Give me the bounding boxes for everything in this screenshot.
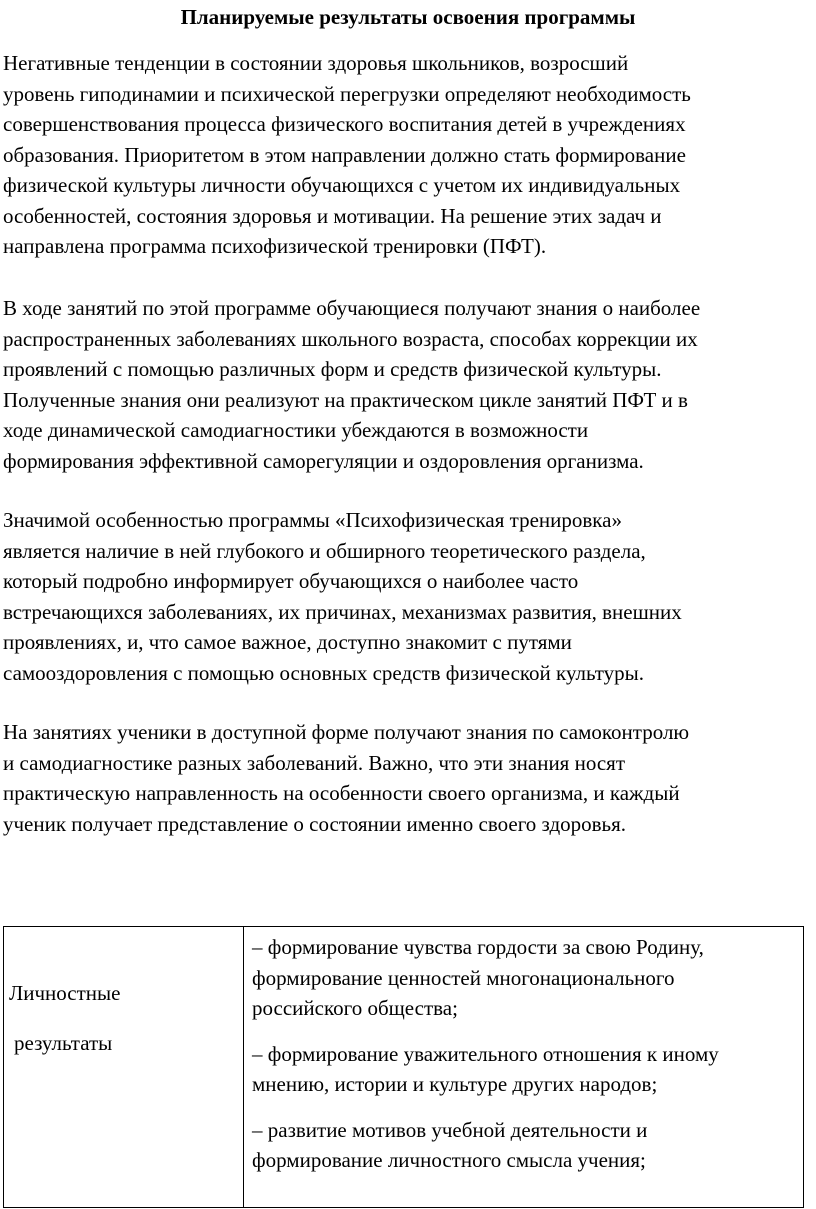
result-item-line: – формирование уважительного отношения к иному: [252, 1041, 719, 1066]
paragraph-line: формирования эффективной саморегуляции и оздоровления организма.: [3, 448, 644, 473]
paragraph-line: ученик получает представление о состоянии именно своего здоровья.: [3, 811, 627, 836]
paragraph-line: На занятиях ученики в доступной форме получают знания по самоконтролю: [3, 720, 690, 744]
paragraph-line: совершенствования процесса физического воспитания детей в учреждениях: [3, 112, 686, 136]
results-items-cell: [244, 927, 804, 1208]
paragraph-line: проявлениях, и, что самое важное, доступно знакомит с путями: [3, 630, 572, 654]
result-item: [252, 1039, 797, 1100]
results-category-cell: [4, 927, 244, 1208]
page-title: Планируемые результаты освоения программы: [180, 5, 636, 29]
result-item: [252, 1115, 797, 1176]
paragraph-line: проявлений с помощью различных форм и средств физической культуры.: [3, 357, 662, 381]
paragraph-line: уровень гиподинамии и психической перегрузки определяют необходимость: [3, 81, 691, 106]
paragraph-line: является наличие в ней глубокого и обширного теоретического раздела,: [3, 538, 646, 563]
result-item-line: формирование личностного смысла учения;: [252, 1148, 646, 1172]
paragraph-line: практическую направленность на особенности своего организма, и каждый: [3, 781, 680, 805]
result-item-line: формирование ценностей многонационального: [252, 965, 675, 990]
paragraph-line: направлена программа психофизической тренировки (ПФТ).: [3, 234, 547, 258]
category-label-line-2: результаты: [14, 1031, 113, 1055]
paragraph-line: самооздоровления с помощью основных средств физической культуры.: [3, 660, 645, 685]
paragraph-4: [3, 717, 815, 839]
result-item: [252, 932, 797, 1024]
paragraph-line: который подробно информирует обучающихся о наиболее часто: [3, 569, 579, 593]
paragraph-line: образования. Приоритетом в этом направлении должно стать формирование: [3, 142, 686, 167]
paragraph-3: [3, 505, 815, 688]
paragraph-line: Полученные знания они реализуют на практическом цикле занятий ПФТ и в: [3, 387, 688, 412]
category-label-line-1: Личностные: [9, 981, 121, 1005]
paragraph-1: [3, 48, 815, 262]
paragraph-line: распространенных заболеваниях школьного возраста, способах коррекции их: [3, 326, 698, 351]
result-item-line: – формирование чувства гордости за свою Родину,: [252, 935, 704, 959]
result-item-line: российского общества;: [252, 996, 458, 1020]
paragraph-line: и самодиагностике разных заболеваний. Важно, что эти знания носят: [3, 750, 626, 775]
result-item-line: – развитие мотивов учебной деятельности и: [252, 1117, 648, 1142]
paragraph-line: встречающихся заболеваниях, их причинах, механизмах развития, внешних: [3, 599, 682, 624]
paragraph-line: ходе динамической самодиагностики убеждаются в возможности: [3, 418, 589, 442]
paragraph-line: Значимой особенностью программы «Психофизическая тренировка»: [3, 508, 623, 532]
paragraph-2: [3, 293, 815, 476]
results-table: [3, 926, 804, 1208]
paragraph-line: особенностей, состояния здоровья и мотивации. На решение этих задач и: [3, 203, 662, 228]
result-item-line: мнению, истории и культуре других народов;: [252, 1072, 658, 1096]
paragraph-line: В ходе занятий по этой программе обучающиеся получают знания о наиболее: [3, 296, 701, 320]
paragraph-line: Негативные тенденции в состоянии здоровья школьников, возросший: [3, 51, 629, 75]
paragraph-line: физической культуры личности обучающихся с учетом их индивидуальных: [3, 173, 681, 197]
table-row: [4, 927, 804, 1208]
